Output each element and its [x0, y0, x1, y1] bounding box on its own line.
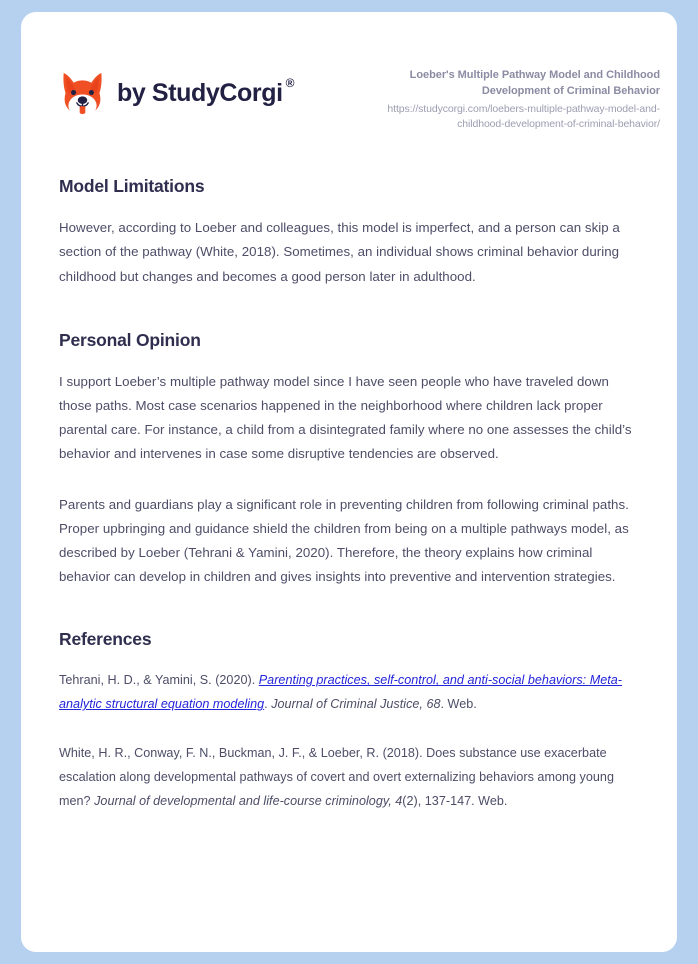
corgi-head-icon	[59, 70, 106, 117]
registered-trademark-icon: ®	[285, 75, 295, 90]
brand-name	[117, 75, 295, 107]
document-card	[21, 12, 677, 952]
reference-lead: White, H. R., Conway, F. N., Buckman, J. F., & Loeber, R. (2018). Does substance use exacerbate escalation along developmental pathways of covert and overt externalizing behaviors among young men?	[59, 745, 614, 808]
reference-tail: . Web.	[440, 697, 477, 712]
header-meta	[350, 65, 660, 131]
paragraph: I support Loeber’s multiple pathway model since I have seen people who have traveled down those paths. Most case scenarios happened in the neighborhood where children lack proper parental care. For instance, a child from a disintegrated family where no one assesses the child’s behavior and intervenes in case some disruptive tendencies are observed.	[59, 373, 632, 462]
page-title: Loeber's Multiple Pathway Model and Childhood Development of Criminal Behavior	[409, 69, 660, 97]
section-heading-model-limitations: Model Limitations	[59, 176, 205, 197]
reference-journal: Journal of Criminal Justice, 68	[271, 697, 441, 712]
reference-link[interactable]: Parenting practices, self-control, and anti-social behaviors: Meta-analytic structural equation modeling	[59, 673, 622, 712]
section-heading-personal-opinion: Personal Opinion	[59, 329, 201, 350]
reference-journal: Journal of developmental and life-course criminology, 4	[94, 793, 403, 808]
brand-logo[interactable]	[59, 70, 294, 117]
reference-item	[59, 741, 639, 814]
document-header	[21, 12, 677, 131]
document-body	[21, 176, 677, 813]
reference-separator: .	[264, 697, 272, 712]
reference-author-year: Tehrani, H. D., & Yamini, S. (2020).	[59, 673, 259, 688]
reference-item	[59, 668, 639, 716]
section-heading-references: References	[59, 629, 152, 650]
paragraph: However, according to Loeber and colleagues, this model is imperfect, and a person can skip a section of the pathway (White, 2018). Sometimes, an individual shows criminal behavior during childhood but changes and becomes a good person later in adulthood.	[59, 220, 620, 284]
brand-name-text: by StudyCorgi	[117, 79, 283, 107]
paragraph: Parents and guardians play a significant role in preventing children from following criminal paths. Proper upbringing and guidance shield the children from being on a multiple pathways model, as described by Loeber (Tehrani & Yamini, 2020). Therefore, the theory explains how criminal behavior can develop in children and gives insights into preventive and intervention strategies.	[59, 496, 629, 585]
page-url[interactable]: https://studycorgi.com/loebers-multiple-pathway-model-and-childhood-development-of-criminal-behavior/	[387, 103, 660, 130]
reference-tail: (2), 137-147. Web.	[402, 793, 508, 808]
